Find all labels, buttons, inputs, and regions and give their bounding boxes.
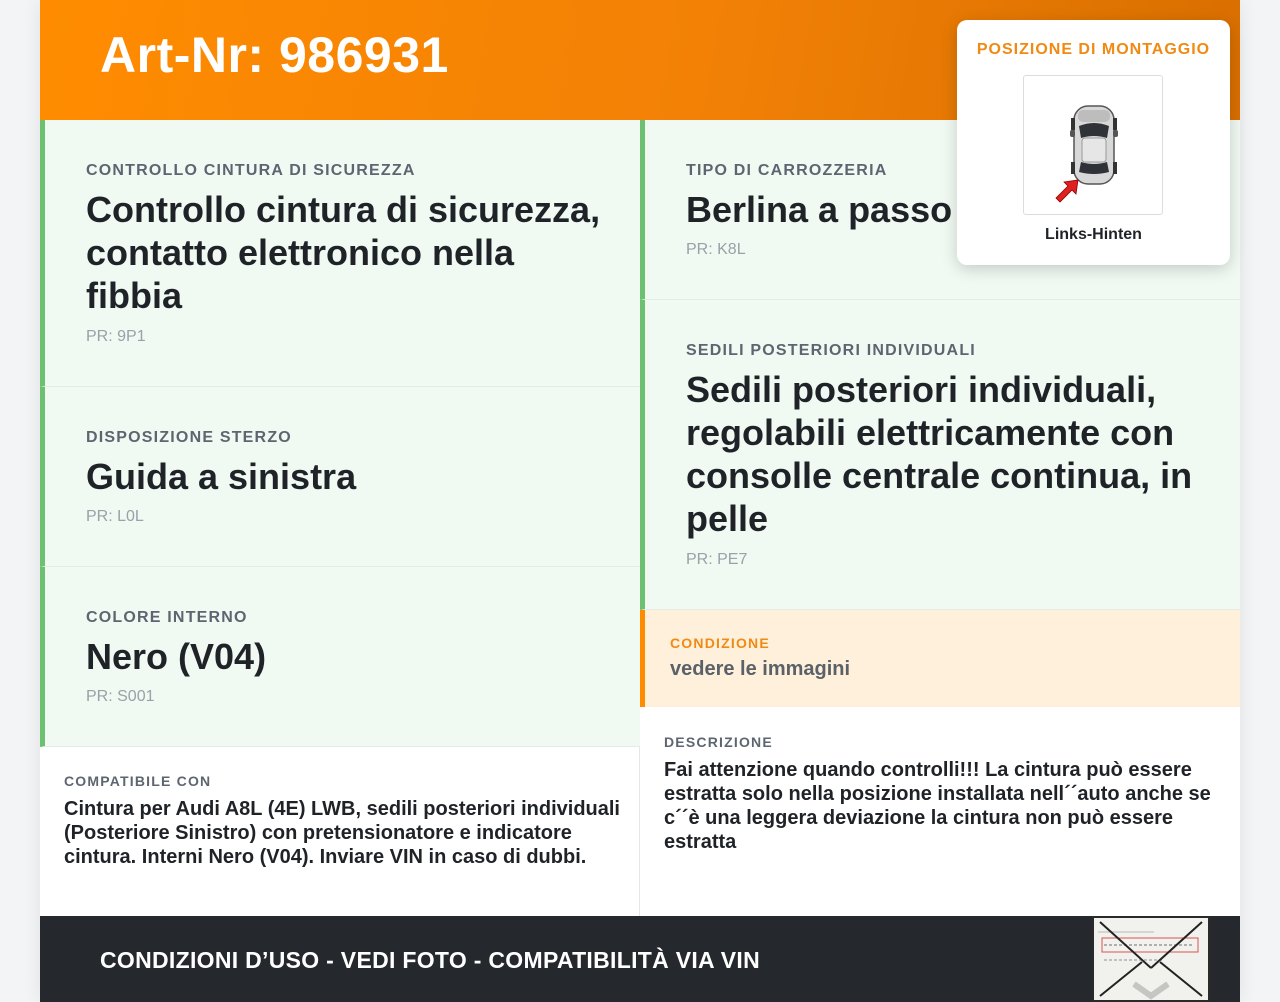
mounting-position-image xyxy=(1023,75,1163,215)
description-label: DESCRIZIONE xyxy=(664,734,773,750)
card-interior-color xyxy=(40,567,640,747)
condition-value: vedere le immagini xyxy=(670,658,851,680)
card-pr-code: PR: S001 xyxy=(86,688,155,705)
footer-text: CONDIZIONI D’USO - VEDI FOTO - COMPATIBILITÀ VIA VIN xyxy=(100,947,761,973)
compatible-section xyxy=(40,747,640,916)
card-value: Nero (V04) xyxy=(86,636,267,677)
card-value: Sedili posteriori individuali, regolabili elettricamente con consolle centrale continua, in pelle xyxy=(686,369,1193,539)
card-rear-seats xyxy=(640,300,1240,610)
card-pr-code: PR: L0L xyxy=(86,508,144,525)
card-seatbelt-check xyxy=(40,120,640,387)
mounting-position-title: POSIZIONE DI MONTAGGIO xyxy=(976,41,1211,58)
card-label: TIPO DI CARROZZERIA xyxy=(686,162,888,179)
product-sheet xyxy=(40,0,1240,1002)
card-pr-code: PR: PE7 xyxy=(686,551,748,568)
car-topview-icon xyxy=(1024,76,1162,214)
document-envelope-icon xyxy=(1094,918,1208,1000)
card-label: DISPOSIZIONE STERZO xyxy=(86,429,292,446)
description-value: Fai attenzione quando controlli!!! La cintura può essere estratta solo nella posizione installata nell´´auto anche se c´´è una leggera deviazione la cintura non può essere estratta xyxy=(664,759,1211,853)
card-steering xyxy=(40,387,640,567)
card-value: Berlina a passo xyxy=(686,189,953,230)
mounting-position-caption: Links-Hinten xyxy=(1045,226,1142,243)
condition-label: CONDIZIONE xyxy=(670,635,770,651)
card-pr-code: PR: 9P1 xyxy=(86,328,146,345)
compatible-label: COMPATIBILE CON xyxy=(64,773,212,789)
article-number: Art-Nr: 986931 xyxy=(100,27,449,83)
footer-bar xyxy=(40,916,1240,1002)
compatible-value: Cintura per Audi A8L (4E) LWB, sedili posteriori individuali (Posteriore Sinistro) con pretensionatore e indicatore cintura. Interni Nero (V04). Inviare VIN in caso di dubbi. xyxy=(64,798,620,868)
card-pr-code: PR: K8L xyxy=(686,241,746,258)
card-label: CONTROLLO CINTURA DI SICUREZZA xyxy=(86,162,416,179)
card-value: Controllo cintura di sicurezza, contatto elettronico nella fibbia xyxy=(86,189,601,316)
description-section xyxy=(640,708,1240,916)
card-label: SEDILI POSTERIORI INDIVIDUALI xyxy=(686,342,976,359)
card-value: Guida a sinistra xyxy=(86,456,357,497)
condition-box xyxy=(640,610,1240,707)
vin-document-thumbnail xyxy=(1092,916,1210,1002)
card-label: COLORE INTERNO xyxy=(86,609,248,626)
mounting-position-panel xyxy=(957,20,1230,265)
